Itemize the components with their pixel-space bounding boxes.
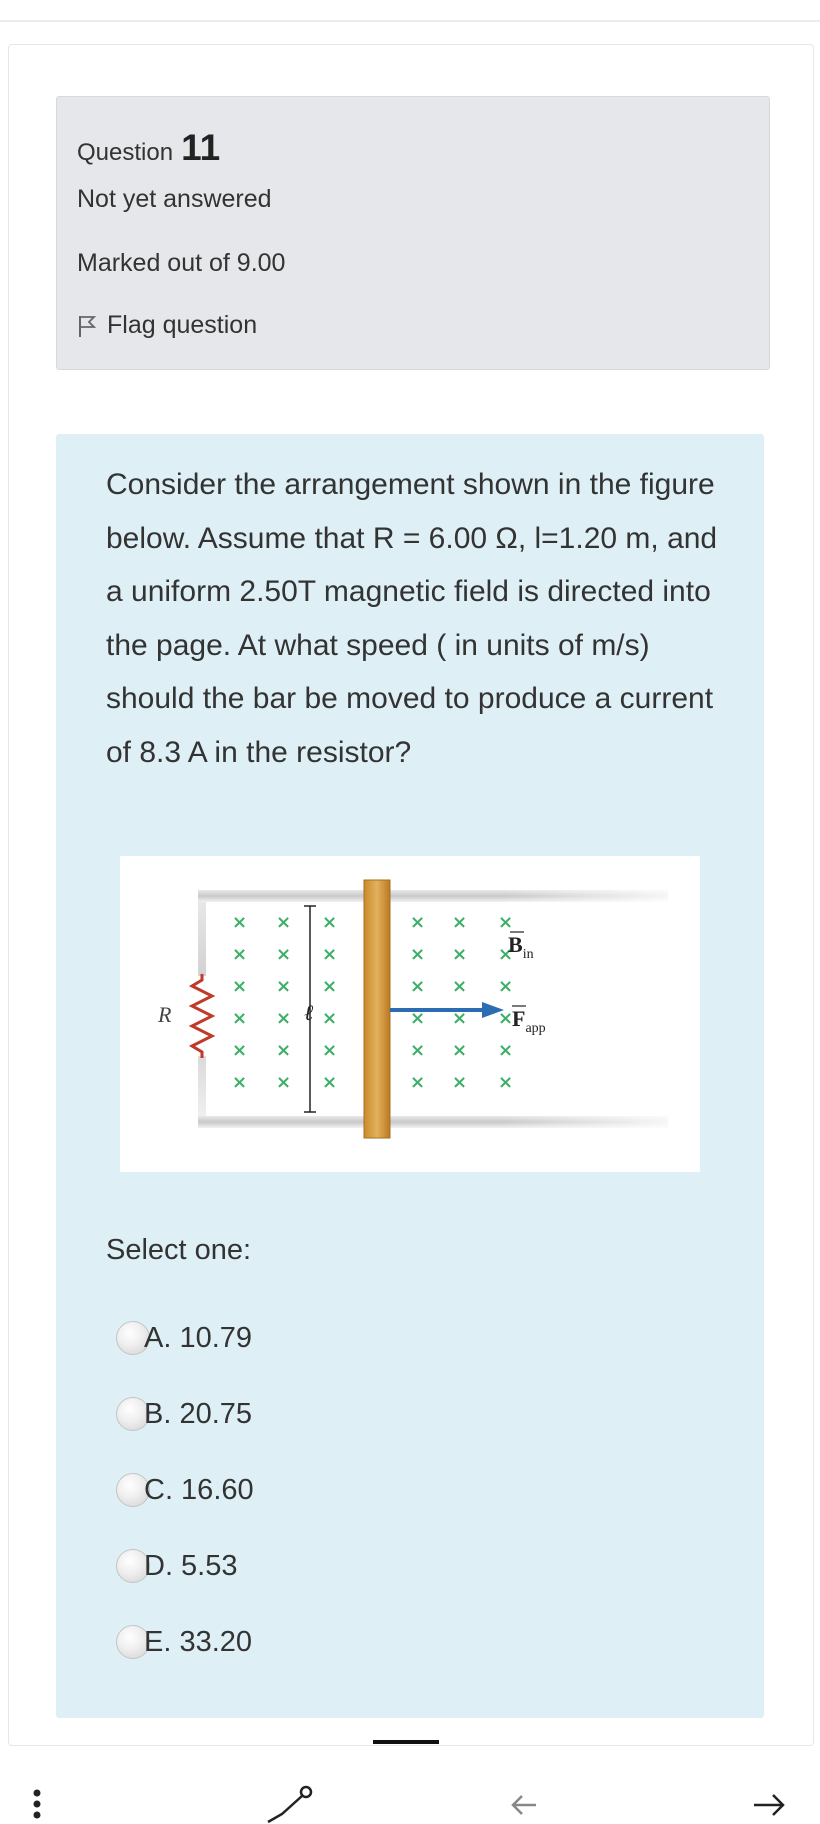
top-divider (0, 20, 820, 22)
field-mark: × (410, 1008, 426, 1029)
question-grade: Marked out of 9.00 (77, 249, 286, 277)
field-mark: × (232, 944, 248, 965)
field-mark: × (276, 976, 292, 997)
field-mark: × (322, 912, 338, 933)
field-mark: × (498, 1072, 514, 1093)
field-mark: × (410, 912, 426, 933)
select-one-prompt: Select one: (106, 1234, 252, 1266)
flag-icon (77, 314, 97, 338)
flag-question-link[interactable] (77, 311, 257, 340)
home-indicator[interactable] (373, 1740, 439, 1744)
field-mark: × (452, 976, 468, 997)
forward-arrow-icon[interactable] (752, 1790, 788, 1820)
answer-option-b[interactable] (116, 1392, 252, 1436)
field-mark: × (410, 944, 426, 965)
field-mark: × (498, 912, 514, 933)
option-c-label: C. 16.60 (144, 1473, 254, 1506)
question-number: 11 (181, 127, 221, 168)
system-nav-bar (0, 1740, 820, 1824)
option-a-label: A. 10.79 (144, 1321, 253, 1354)
field-mark: × (498, 1008, 514, 1029)
field-mark: × (232, 976, 248, 997)
field-mark: × (276, 1040, 292, 1061)
field-mark: × (410, 976, 426, 997)
field-mark: × (232, 1040, 248, 1061)
field-mark: × (452, 1040, 468, 1061)
field-mark: × (232, 912, 248, 933)
flag-question-label: Flag question (107, 311, 258, 339)
field-mark: × (498, 944, 514, 965)
question-content (56, 434, 764, 1718)
field-mark: × (322, 1008, 338, 1029)
answer-option-c[interactable] (116, 1468, 254, 1512)
field-mark: × (452, 944, 468, 965)
field-mark: × (452, 912, 468, 933)
field-mark: × (498, 1040, 514, 1061)
force-label-sub: app (525, 1021, 546, 1036)
answer-option-d[interactable] (116, 1544, 238, 1588)
field-mark: × (276, 912, 292, 933)
option-b-label: B. 20.75 (144, 1397, 253, 1430)
rail-circuit-figure (120, 856, 700, 1172)
field-mark: × (452, 1072, 468, 1093)
field-mark: × (498, 976, 514, 997)
field-mark: × (322, 1072, 338, 1093)
field-mark: × (452, 1008, 468, 1029)
back-arrow-icon[interactable] (508, 1790, 538, 1820)
field-mark: × (410, 1040, 426, 1061)
field-mark: × (410, 1072, 426, 1093)
menu-dots-icon[interactable] (30, 1788, 44, 1820)
field-label-main: B (508, 932, 523, 957)
field-mark: × (232, 1072, 248, 1093)
force-label-main: F (512, 1006, 526, 1031)
question-heading (77, 127, 220, 169)
figure-svg (120, 856, 700, 1172)
length-label: ℓ (304, 1000, 314, 1025)
resistor-label: R (158, 1002, 172, 1027)
option-d-label: D. 5.53 (144, 1549, 238, 1582)
field-mark: × (276, 944, 292, 965)
question-label: Question (77, 139, 174, 166)
answer-option-a[interactable] (116, 1316, 252, 1360)
question-info-panel (56, 96, 770, 370)
answer-option-e[interactable] (116, 1620, 252, 1664)
field-mark: × (276, 1008, 292, 1029)
share-icon[interactable] (262, 1784, 314, 1824)
question-text: Consider the arrangement shown in the figure below. Assume that R = 6.00 Ω, l=1.20 m, and a uniform 2.50T magnetic field is directed into the page. At what speed ( in units of m/s) should the bar be moved to produce a current of 8.3 A in the resistor? (106, 468, 718, 769)
field-mark: × (322, 1040, 338, 1061)
field-mark: × (322, 976, 338, 997)
field-label-sub: in (522, 947, 534, 962)
option-e-label: E. 33.20 (144, 1625, 253, 1658)
sliding-bar (364, 880, 390, 1138)
question-state: Not yet answered (77, 185, 272, 213)
field-mark: × (322, 944, 338, 965)
field-mark: × (276, 1072, 292, 1093)
field-mark: × (232, 1008, 248, 1029)
